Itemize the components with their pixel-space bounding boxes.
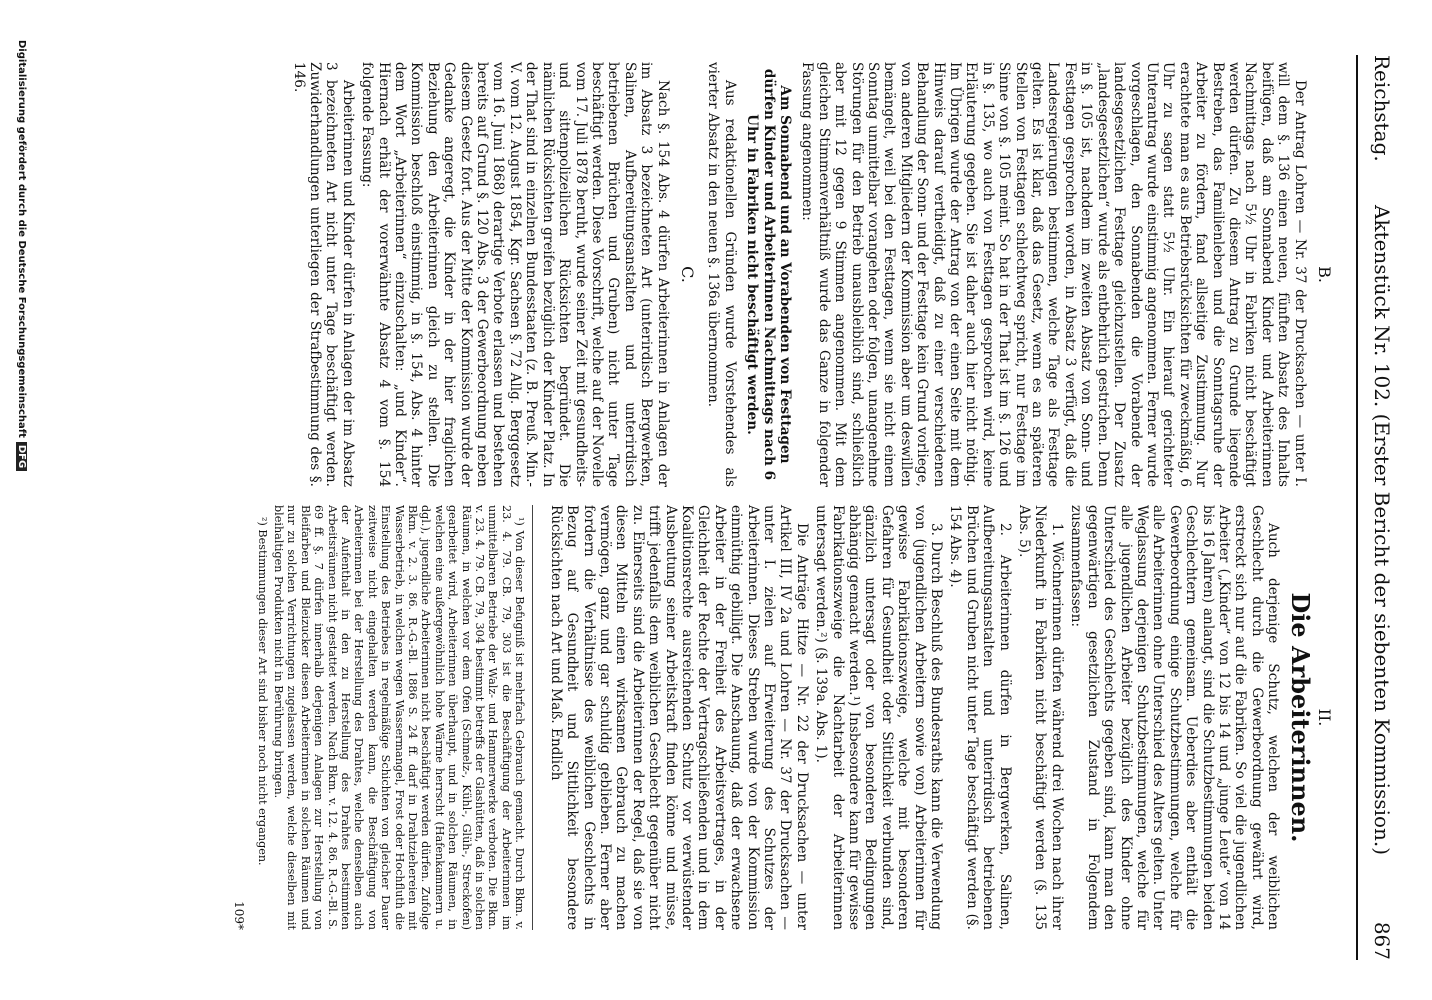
page-signature: 109* (232, 901, 247, 930)
section-ii-item-1: 1. Wöchnerinnen dürfen während drei Wochen nach ihrer Niederkunft in Fabriken nicht beschäftigt werden (§. 135 Abs. 5). (1016, 505, 1065, 930)
section-c-heading: C. (677, 266, 697, 283)
right-column (231, 505, 1342, 930)
section-c-provision: Arbeiterinnen und Kinder dürfen in Anlagen der im Absatz 3 bezeichneten Art nicht unter Tage beschäftigt werden. Zuwiderhandlungen unterliegen der Strafbestimmung des §. 146. (290, 62, 356, 487)
footnote-2: ²) Bestimmungen dieser Art sind bisher noch nicht ergangen. (255, 517, 269, 866)
footnote-1: ¹) Von dieser Befugniß ist mehrfach Gebrauch gemacht. Durch Bkm. v. 23. 4. 79. CB. 79, 303 ist die Beschäftigung der Arbeiterinnen im unmittelbaren Betriebe der Walz- und Hammerwerke verboten. Die Bkm. v. 23. 4. 79. CB. 79, 304 bestimmt betreffs der Glashütten, daß in solchen Räumen, in welchen vor dem Ofen (Schmelz-, Kühl-, Glüh-, Streckofen) gearbeitet wird, Arbeiterinnen überhaupt, und in solchen Räumen, in welchen eine außergewöhnlich hohe Wärme herrscht (Hafenkammern u. dgl.), jugendliche Arbeiterinnen nicht beschäftigt werden dürfen. Zufolge Bkm. v. 2. 3. 86. R.-G.-Bl. 1886 S. 24 ff. darf in Drahtziehereien mit Wasserbetrieb, in welchen wegen Wassermangel, Frost oder Hochfluth die Einstellung des Betriebes in regelmäßige Schichten von gleicher Dauer zeitweise nicht eingehalten werden kann, die Beschäftigung von Arbeiterinnen bei der Herstellung des Drahtes, welche denselben auch der Aufenthalt in den zu Herstellung des Drahtes bestimmten Arbeitsräumen nicht gestattet werden. Nach Bkm. v. 12. 4. 86. R.-G.-Bl. S. 69 ff. §. 7 dürfen innerhalb derjenigen Anlagen zur Herstellung von Bleifarben und Bleizucker diesen Arbeiterinnen in solchen Räumen und nur zu solchen Verrichtungen zugelassen werden, welche dieselben mit bleihaltigen Produkten nicht in Berührung bringen. (272, 505, 527, 930)
section-b-paragraph: Der Antrag Lohren — Nr. 37 der Drucksachen — unter I. will dem §. 136 einen neuen, fünften Absatz des Inhalts beifügen, daß am Sonnabend Kinder und Arbeiterinnen Nachmittags nach 5½ Uhr in Fabriken nicht beschäftigt werden dürfen. Zu diesem Antrag zu Grunde liegende Bestreben, das Familienleben und die Sonntagsruhe der Arbeiter zu fördern, fand allseitige Zustimmung. Nur erachtete man es aus Betriebsrücksichten für zweckmäßig, 6 Uhr zu sagen statt 5½ Uhr. Ein hierauf gerichteter Unterantrag wurde einstimmig angenommen. Ferner wurde vorgeschlagen, den Sonnabenden die Vorabende der landesgesetzlichen Festtage gleichzustellen. Der Zusatz „landesgesetzlichen“ wurde als entbehrlich gestrichen. Denn in §. 105 ist, nachdem im zweiten Absatz von Sonn- und Festtagen gesprochen worden, in Absatz 3 verfügt, daß die Landesregierungen bestimmen, welche Tage als Festtage gelten. Es ist klar, daß das Gesetz, wenn es an späteren Stellen von Festtagen schlechtweg spricht, nur Festtage im Sinne von §. 105 meint. So hat in der That ist im §. 126 und in §. 135, wo auch von Festtagen gesprochen wird, keine Erläuterung gegeben. Sie ist daher auch hier nicht nöthig. Im Übrigen wurde der Antrag von der einen Seite mit dem Hinweis darauf vertheidigt, daß zu einer verschiedenen Behandlung der Sonn- und der Festtage kein Grund vorliege, von anderen Mitgliedern der Kommission aber um deswillen bemängelt, weil bei den Festtagen, wenn sie nicht einem Sonntag unmittelbar vorangehen oder folgen, unangenehme Störungen für den Betrieb unausbleiblich sind, schließlich aber mit 12 gegen 9 Stimmen angenommen. Mit dem gleichen Stimmenverhältniß wurde das Ganze in folgender Fassung angenommen: (799, 62, 1308, 487)
section-ii-item-3: 3. Durch Beschluß des Bundesraths kann die Verwendung von (jugendlichen Arbeitern sowie von) Arbeiterinnen für gewisse Fabrikationszweige, welche mit besonderen Gefahren für Gesundheit oder Sittlichkeit verbunden sind, gänzlich untersagt oder von besonderen Bedingungen abhängig gemacht werden.¹) Insbesondere kann für gewisse Fabrikationszweige die Nachtarbeit der Arbeiterinnen untersagt werden.²) (§. 139a. Abs. 1). (813, 505, 945, 930)
section-ii-paragraph: Auch derjenige Schutz, welchen der weiblichen Geschlecht durch die Gewerbeordnung gewährt wird, erstreckt sich nur auf die Fabriken. So viel die jugendlichen Arbeiter („Kinder“ von 12 bis 14 und „junge Leute“ von 14 bis 16 Jahren) anlangt, sind die Schutzbestimmungen beiden Geschlechtern gemeinsam. Ueberdies aber enthält die Gewerbeordnung einige Schutzbestimmungen, welche für alle Arbeiterinnen ohne Unterschied des Alters gelten. Unter Weglassung derjenigen Schutzbestimmungen, welche für alle jugendlichen Arbeiter bezüglich des Kinder ohne Unterschied des Geschlechts gegeben sind, kann man den gegenwärtigen gesetzlichen Zustand in Folgendem zusammenfassen: (1068, 505, 1282, 930)
section-b-closing: Aus redaktionellen Gründen wurde Vorstehendes als vierter Absatz in den neuen §. 136a übernommen. (705, 62, 738, 487)
header-rule (1356, 55, 1358, 960)
section-c-paragraph: Nach §. 154 Abs. 4 dürfen Arbeiterinnen in Anlagen der im Absatz 3 bezeichneten Art (unterirdisch Bergwerken, Salinen, Aufbereitungsanstalten und unterirdisch betriebenen Brüchen und Gruben) nicht unter Tage beschäftigt werden. Diese Vorschrift, welche auf der Novelle vom 17. Juli 1878 beruht, wurde seiner Zeit mit gesundheits- und sittenpolizeilichen Rücksichten begründet. Die nämlichen Rücksichten greifen bezüglich der Kinder Platz. In der That sind in einzelnen Bundesstaaten (z. B. Preuß. Min.-V. vom 12. August 1854, Kgr. Sachsen §. 72 Allg. Berggesetz vom 16. Juni 1868) derartige Verbote erlassen und bestehen bereits auf Grund §. 120 Abs. 3 der Gewerbeordnung neben diesem Gesetz fort. Aus der Mitte der Kommission wurde der Gedanke angeregt, die Kinder in der hier fraglichen Beziehung den Arbeiterinnen gleich zu stellen. Die Kommission beschloß einstimmig, in §. 154, Abs. 4 hinter dem Wort „Arbeiterinnen“ einzuschalten: „und Kinder“. Hiernach erhält der vorerwähnte Absatz 4 vom §. 154 folgende Fassung: (359, 62, 671, 487)
digitization-credit (16, 40, 27, 960)
section-ii-heading: II. (1315, 708, 1334, 727)
section-ii-title: Die Arbeiterinnen. (1285, 592, 1315, 843)
header-left: Reichstag. (1370, 55, 1394, 162)
dfg-logo: DFG (16, 442, 27, 471)
footnotes (255, 505, 533, 930)
section-ii-item-2: 2. Arbeiterinnen dürfen in Bergwerken, Salinen, Aufbereitungsanstalten und unterirdisch betriebenen Brüchen und Gruben nicht unter Tage beschäftigt werden (§. 154 Abs. 4). (947, 505, 1013, 930)
section-b-bold-provision: Am Sonnabend und an Vorabenden von Festtagen dürfen Kinder und Arbeiterinnen Nachmittags nach 6 Uhr in Fabriken nicht beschäftigt werden. (744, 68, 793, 481)
left-column (287, 62, 1342, 487)
section-b-heading: B. (1315, 266, 1334, 283)
digitization-credit-text: Digitalisierung gefördert durch die Deutsche Forschungsgemeinschaft (16, 40, 27, 438)
section-ii-paragraph: Die Anträge Hitze — Nr. 22 der Drucksachen — unter Artikel III, IV 2a und Lohren — Nr. 37 der Drucksachen — unter I. zielen auf Erweiterung des Schutzes der Arbeiterinnen. Dieses Streben wurde von der Kommission einmüthig gebilligt. Die Anschauung, daß der erwachsene Arbeiter in der Freiheit des Arbeitsvertrages, in der Gleichheit der Rechte der Vertragschließenden und in dem Koalitionsrechte ausreichenden Schutz vor verwüstender Ausbeutung seiner Arbeitskraft finden könne und müsse, trifft jedenfalls dem weiblichen Geschlecht gegenüber nicht zu. Einerseits sind die Arbeiterinnen der Regel, daß sie von diesen Mitteln einen wirksamen Gebrauch zu machen vermögen, ganz und gar schuldig geblieben. Ferner aber fordern die Verhältnisse des weiblichen Geschlechts in Bezug auf Gesundheit und Sittlichkeit besondere Rücksichten nach Art und Maß. Endlich (547, 505, 810, 930)
page-number: 867 (1370, 921, 1394, 960)
header-title: Aktenstück Nr. 102. (Erster Bericht der siebenten Kommission.) (1370, 205, 1394, 856)
